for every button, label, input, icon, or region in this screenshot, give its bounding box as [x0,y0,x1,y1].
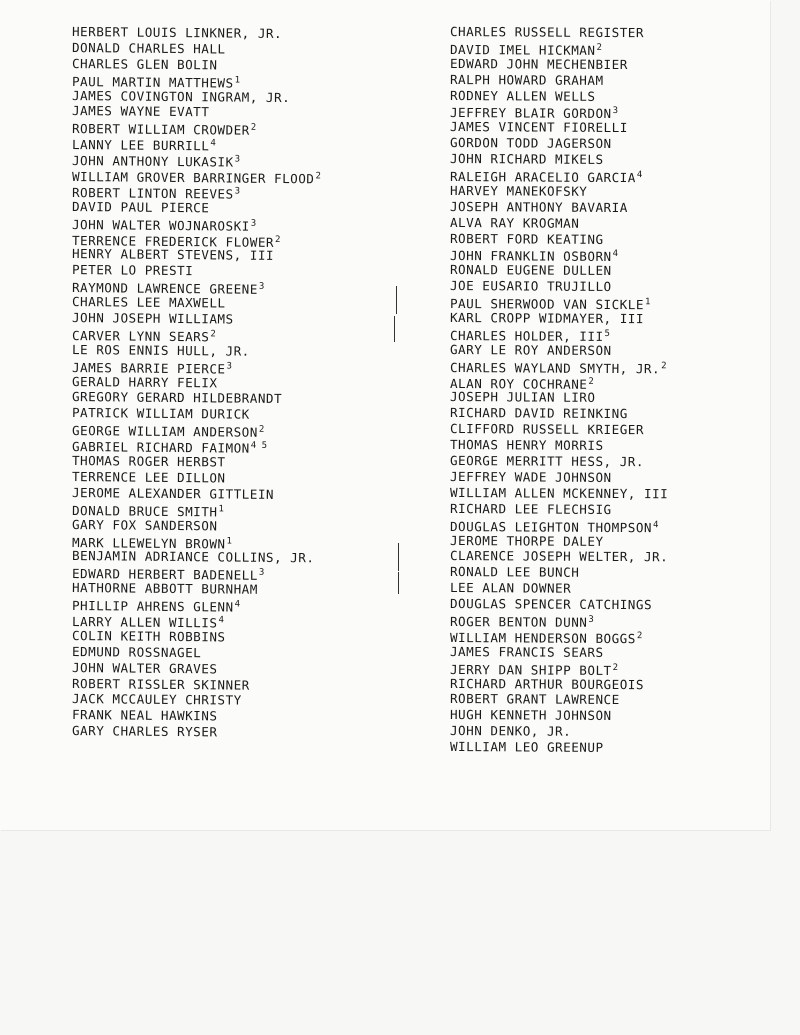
name-text: PHILLIP AHRENS GLENN [71,598,234,615]
name-entry [450,469,668,486]
name-entry [450,453,668,470]
name-text: HARVEY MANEKOFSKY [449,182,588,199]
name-text: DAVID PAUL PIERCE [71,198,210,216]
name-text: CLARENCE JOSEPH WELTER, JR. [449,548,669,565]
footnote-marker: 3 [588,614,594,625]
name-entry [450,199,668,216]
name-entry [450,517,668,534]
name-entry [72,517,321,535]
name-entry [450,691,668,708]
name-entry [450,278,668,295]
name-text: JAMES VINCENT FIORELLI [449,119,628,136]
name-entry [450,739,668,756]
name-text: GARY CHARLES RYSER [71,723,218,740]
name-entry [450,262,668,279]
name-text: GERALD HARRY FELIX [71,373,218,390]
footnote-marker: 2 [636,630,643,642]
name-text: JOHN WALTER WOJNAROSKI [71,216,250,234]
name-entry [450,103,668,120]
name-text: KARL CROPP WIDMAYER, III [449,310,645,327]
name-entry [450,723,668,740]
name-entry [450,485,668,502]
footnote-marker: 4 5 [250,440,268,452]
name-entry [450,167,668,184]
name-entry [72,56,321,74]
name-entry [450,56,668,73]
name-entry [450,644,668,661]
name-text: PAUL SHERWOOD VAN SICKLE [449,296,645,313]
name-text: WILLIAM LEO GREENUP [449,739,604,756]
name-text: EDWARD JOHN MECHENBIER [449,55,628,72]
name-text: RAYMOND LAWRENCE GREENE [71,280,258,298]
name-text: JOSEPH JULIAN LIRO [449,389,596,406]
name-text: HERBERT LOUIS LINKNER, JR. [71,24,283,42]
name-entry [72,660,321,678]
footnote-marker: 3 [258,282,265,293]
name-text: JOHN ANTHONY LUKASIK [71,153,234,170]
name-text: THOMAS HENRY MORRIS [449,437,604,454]
name-text: LARRY ALLEN WILLIS [71,613,218,631]
name-text: PATRICK WILLIAM DURICK [71,405,250,423]
name-text: JAMES FRANCIS SEARS [449,643,604,660]
name-text: GABRIEL RICHARD FAIMON [71,439,250,456]
name-text: WILLIAM ALLEN MCKENNEY, III [449,484,669,502]
name-entry [450,135,668,152]
name-entry [450,326,668,343]
name-text: JOHN DENKO, JR. [449,723,572,739]
name-text: RALEIGH ARACELIO GARCIA [449,169,636,186]
name-text: RONALD EUGENE DULLEN [449,262,612,279]
name-entry [450,151,668,168]
name-text: CARVER LYNN SEARS [71,327,210,345]
name-text: WILLIAM HENDERSON BOGGS [449,629,636,646]
name-entry [450,389,668,406]
name-entry [450,119,668,136]
name-text: JACK MCCAULEY CHRISTY [71,691,242,709]
name-text: PAUL MARTIN MATTHEWS [71,73,234,91]
name-text: HENRY ALBERT STEVENS, III [71,246,275,264]
name-entry [72,644,321,662]
name-text: JAMES COVINGTON INGRAM, JR. [71,87,291,105]
name-text: TERRENCE LEE DILLON [71,468,226,486]
name-entry [450,612,668,629]
name-text: JEFFREY BLAIR GORDON [449,105,612,122]
name-text: RICHARD ARTHUR BOURGEOIS [449,675,645,692]
footnote-marker: 3 [226,361,233,372]
name-text: TERRENCE FREDERICK FLOWER [71,232,275,250]
name-text: RODNEY ALLEN WELLS [449,87,596,104]
margin-mark [396,286,397,314]
footnote-marker: 2 [210,329,216,340]
name-text: BENJAMIN ADRIANCE COLLINS, JR. [71,548,315,566]
name-entry [450,72,668,89]
footnote-marker: 1 [226,535,233,547]
footnote-marker: 1 [234,75,241,86]
name-text: JOHN WALTER GRAVES [71,659,218,677]
name-entry [72,342,321,360]
name-text: ALAN ROY COCHRANE [449,375,588,392]
name-text: GORDON TODD JAGERSON [449,135,612,152]
name-entry [72,723,321,741]
footnote-marker: 2 [275,234,281,245]
name-entry [450,580,668,597]
name-text: ROGER BENTON DUNN [449,613,588,630]
footnote-marker: 2 [596,42,602,53]
footnote-marker: 5 [604,328,611,339]
name-text: FRANK NEAL HAWKINS [71,707,218,724]
margin-mark [398,572,399,594]
name-text: JOE EUSARIO TRUJILLO [449,278,612,295]
name-list-right [450,24,668,755]
name-text: DONALD BRUCE SMITH [71,502,218,520]
name-text: JEFFREY WADE JOHNSON [449,468,612,485]
name-text: LANNY LEE BURRILL [71,137,210,154]
name-text: RONALD LEE BUNCH [449,564,580,581]
name-text: ROBERT LINTON REEVES [71,184,234,202]
name-entry [450,88,668,105]
footnote-marker: 2 [661,360,667,372]
name-text: JOSEPH ANTHONY BAVARIA [449,198,628,215]
name-text: ROBERT GRANT LAWRENCE [449,691,620,708]
name-text: GARY FOX SANDERSON [71,516,218,534]
name-text: CHARLES GLEN BOLIN [71,55,218,73]
name-entry [450,358,668,375]
name-text: CHARLES RUSSELL REGISTER [449,24,645,41]
name-entry [450,40,668,57]
name-text: RICHARD DAVID REINKING [449,405,628,422]
name-text: ALVA RAY KROGMAN [449,214,580,231]
name-entry [450,660,668,677]
name-text: JOHN RICHARD MIKELS [449,151,604,168]
name-entry [450,533,668,550]
name-text: CHARLES HOLDER, III [449,327,604,344]
name-text: DOUGLAS LEIGHTON THOMPSON [449,518,653,535]
name-text: HUGH KENNETH JOHNSON [449,707,612,724]
footnote-marker: 4 [636,170,643,181]
name-text: ROBERT FORD KEATING [449,230,604,247]
name-text: ROBERT WILLIAM CROWDER [71,121,250,139]
footnote-marker: 4 [218,615,224,626]
name-text: GEORGE WILLIAM ANDERSON [71,423,258,441]
name-entry [450,437,668,454]
margin-mark [398,543,399,571]
footnote-marker: 1 [644,297,651,308]
name-text: JAMES WAYNE EVATT [71,103,210,120]
footnote-marker: 2 [588,376,594,387]
name-entry [450,24,668,41]
name-entry [450,628,668,645]
name-text: LE ROS ENNIS HULL, JR. [71,341,250,359]
name-entry [450,707,668,724]
name-entry [450,310,668,327]
name-entry [72,215,321,233]
name-text: GARY LE ROY ANDERSON [449,341,612,358]
name-text: THOMAS ROGER HERBST [71,453,226,470]
footnote-marker: 3 [250,218,257,229]
footnote-marker: 4 [234,599,241,610]
name-entry [72,199,321,217]
footnote-marker: 3 [258,568,265,579]
footnote-marker: 3 [234,154,241,165]
name-entry [450,596,668,613]
name-entry [450,183,668,200]
name-entry [450,421,668,438]
footnote-marker: 2 [250,123,257,134]
name-entry [450,676,668,693]
name-entry [72,72,321,90]
name-text: EDMUND ROSSNAGEL [71,643,202,660]
name-text: DOUGLAS SPENCER CATCHINGS [449,596,653,613]
footnote-marker: 4 [653,519,659,530]
footnote-marker: 4 [612,249,619,260]
margin-mark [394,316,395,342]
name-text: PETER LO PRESTI [71,262,194,279]
name-text: GREGORY GERARD HILDEBRANDT [71,389,283,407]
name-text: JEROME THORPE DALEY [449,532,604,549]
name-entry [72,358,321,376]
name-text: CHARLES LEE MAXWELL [71,294,226,311]
name-text: EDWARD HERBERT BADENELL [71,566,258,584]
name-text: ROBERT RISSLER SKINNER [71,675,250,693]
name-text: JERRY DAN SHIPP BOLT [449,661,612,678]
name-entry [450,405,668,422]
name-text: JAMES BARRIE PIERCE [71,359,226,377]
name-text: GEORGE MERRITT HESS, JR. [449,453,645,470]
name-entry [450,548,668,565]
footnote-marker: 3 [612,106,619,117]
name-entry [450,215,668,232]
name-entry [72,501,321,519]
footnote-marker: 3 [234,186,241,197]
name-text: HATHORNE ABBOTT BURNHAM [71,580,258,597]
name-text: WILLIAM GROVER BARRINGER FLOOD [71,169,315,187]
name-entry [450,246,668,263]
footnote-marker: 2 [612,662,619,673]
name-text: JOHN JOSEPH WILLIAMS [71,310,234,327]
footnote-marker: 1 [218,504,224,515]
name-entry [450,294,668,311]
name-text: CHARLES WAYLAND SMYTH, JR. [449,359,661,376]
name-text: JOHN FRANKLIN OSBORN [449,248,612,265]
name-text: DAVID IMEL HICKMAN [449,41,596,58]
name-text: RICHARD LEE FLECHSIG [449,500,612,517]
footnote-marker: 2 [315,171,321,182]
name-entry [450,342,668,359]
name-text: JEROME ALEXANDER GITTLEIN [71,484,275,502]
name-text: MARK LLEWELYN BROWN [71,534,226,551]
footnote-marker: 4 [210,138,216,149]
name-entry [450,501,668,518]
name-list-left [72,24,321,739]
name-text: RALPH HOWARD GRAHAM [449,71,604,88]
name-text: CLIFFORD RUSSELL KRIEGER [449,421,645,438]
name-text: LEE ALAN DOWNER [449,580,572,596]
name-text: COLIN KEITH ROBBINS [71,627,226,645]
name-text: DONALD CHARLES HALL [71,39,226,57]
footnote-marker: 2 [258,425,265,436]
name-entry [450,564,668,581]
